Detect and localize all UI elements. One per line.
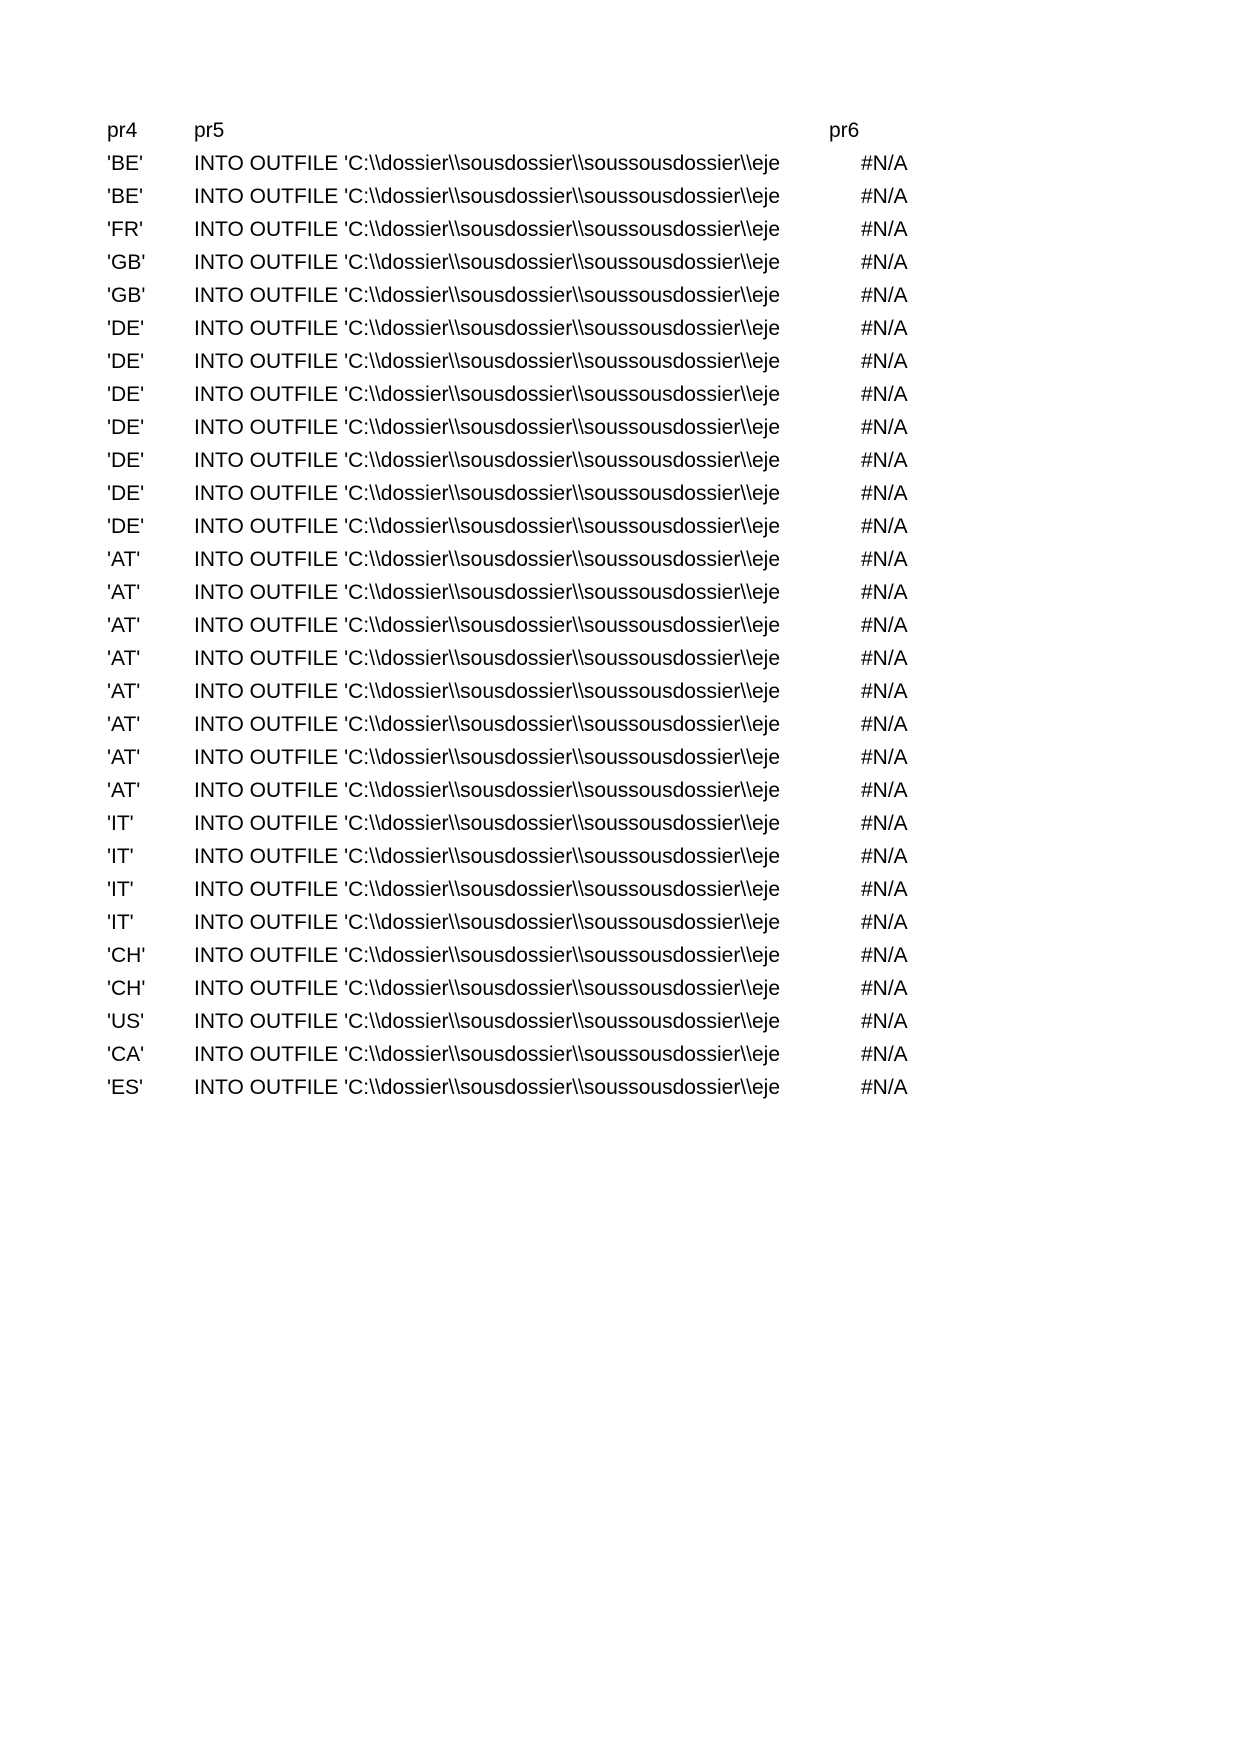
- cell-pr4: 'AT': [107, 779, 141, 802]
- table-row: [107, 510, 967, 543]
- cell-pr4: 'IT': [107, 911, 134, 934]
- cell-pr6: #N/A: [861, 383, 908, 406]
- cell-pr6: #N/A: [861, 350, 908, 373]
- cell-pr5: INTO OUTFILE 'C:\\dossier\\sousdossier\\soussousdossier\\eje: [194, 152, 781, 175]
- cell-pr5: INTO OUTFILE 'C:\\dossier\\sousdossier\\soussousdossier\\eje: [194, 779, 781, 802]
- cell-pr5: INTO OUTFILE 'C:\\dossier\\sousdossier\\soussousdossier\\eje: [194, 416, 781, 439]
- cell-pr5: INTO OUTFILE 'C:\\dossier\\sousdossier\\soussousdossier\\eje: [194, 911, 781, 934]
- cell-pr5: INTO OUTFILE 'C:\\dossier\\sousdossier\\soussousdossier\\eje: [194, 1076, 781, 1099]
- cell-pr4: 'CA': [107, 1043, 145, 1066]
- table-row: [107, 1071, 967, 1104]
- cell-pr6: #N/A: [861, 449, 908, 472]
- cell-pr6: #N/A: [861, 944, 908, 967]
- cell-pr4: 'DE': [107, 317, 145, 340]
- table-row: [107, 444, 967, 477]
- cell-pr4: 'AT': [107, 614, 141, 637]
- cell-pr4: 'GB': [107, 251, 146, 274]
- cell-pr6: #N/A: [861, 977, 908, 1000]
- table-row: [107, 1005, 967, 1038]
- table-row: [107, 147, 967, 180]
- table-row: [107, 774, 967, 807]
- table-row: [107, 741, 967, 774]
- table-row: [107, 279, 967, 312]
- cell-pr6: #N/A: [861, 317, 908, 340]
- cell-pr5: INTO OUTFILE 'C:\\dossier\\sousdossier\\soussousdossier\\eje: [194, 614, 781, 637]
- cell-pr5: INTO OUTFILE 'C:\\dossier\\sousdossier\\soussousdossier\\eje: [194, 482, 781, 505]
- table-row: [107, 477, 967, 510]
- cell-pr5: INTO OUTFILE 'C:\\dossier\\sousdossier\\soussousdossier\\eje: [194, 383, 781, 406]
- cell-pr4: 'IT': [107, 878, 134, 901]
- table-row: [107, 246, 967, 279]
- cell-pr6: #N/A: [861, 680, 908, 703]
- cell-pr4: 'AT': [107, 746, 141, 769]
- cell-pr4: 'GB': [107, 284, 146, 307]
- cell-pr5: INTO OUTFILE 'C:\\dossier\\sousdossier\\soussousdossier\\eje: [194, 449, 781, 472]
- cell-pr6: #N/A: [861, 1043, 908, 1066]
- cell-pr4: 'ES': [107, 1076, 144, 1099]
- cell-pr6: #N/A: [861, 581, 908, 604]
- cell-pr4: 'US': [107, 1010, 145, 1033]
- cell-pr4: 'IT': [107, 812, 134, 835]
- cell-pr6: #N/A: [861, 812, 908, 835]
- cell-pr5: INTO OUTFILE 'C:\\dossier\\sousdossier\\soussousdossier\\eje: [194, 284, 781, 307]
- table-row: [107, 213, 967, 246]
- table-row: [107, 708, 967, 741]
- cell-pr5: INTO OUTFILE 'C:\\dossier\\sousdossier\\soussousdossier\\eje: [194, 812, 781, 835]
- table-row: [107, 1038, 967, 1071]
- spreadsheet-page: [107, 114, 967, 1104]
- cell-pr6: #N/A: [861, 911, 908, 934]
- cell-pr6: #N/A: [861, 614, 908, 637]
- table-row: [107, 312, 967, 345]
- header-pr5: pr5: [194, 119, 225, 142]
- table-row: [107, 840, 967, 873]
- cell-pr4: 'CH': [107, 977, 146, 1000]
- table-row: [107, 576, 967, 609]
- header-pr6: pr6: [829, 119, 860, 142]
- table-row: [107, 180, 967, 213]
- cell-pr5: INTO OUTFILE 'C:\\dossier\\sousdossier\\soussousdossier\\eje: [194, 746, 781, 769]
- cell-pr5: INTO OUTFILE 'C:\\dossier\\sousdossier\\soussousdossier\\eje: [194, 515, 781, 538]
- cell-pr4: 'FR': [107, 218, 144, 241]
- cell-pr4: 'AT': [107, 581, 141, 604]
- cell-pr4: 'DE': [107, 350, 145, 373]
- cell-pr6: #N/A: [861, 152, 908, 175]
- cell-pr6: #N/A: [861, 713, 908, 736]
- cell-pr5: INTO OUTFILE 'C:\\dossier\\sousdossier\\soussousdossier\\eje: [194, 977, 781, 1000]
- cell-pr4: 'AT': [107, 713, 141, 736]
- cell-pr5: INTO OUTFILE 'C:\\dossier\\sousdossier\\soussousdossier\\eje: [194, 581, 781, 604]
- cell-pr6: #N/A: [861, 878, 908, 901]
- cell-pr4: 'BE': [107, 152, 144, 175]
- data-rows: [107, 147, 967, 1104]
- table-row: [107, 807, 967, 840]
- cell-pr4: 'DE': [107, 482, 145, 505]
- cell-pr5: INTO OUTFILE 'C:\\dossier\\sousdossier\\soussousdossier\\eje: [194, 218, 781, 241]
- cell-pr5: INTO OUTFILE 'C:\\dossier\\sousdossier\\soussousdossier\\eje: [194, 1043, 781, 1066]
- cell-pr5: INTO OUTFILE 'C:\\dossier\\sousdossier\\soussousdossier\\eje: [194, 845, 781, 868]
- cell-pr6: #N/A: [861, 185, 908, 208]
- cell-pr6: #N/A: [861, 1076, 908, 1099]
- cell-pr6: #N/A: [861, 482, 908, 505]
- cell-pr5: INTO OUTFILE 'C:\\dossier\\sousdossier\\soussousdossier\\eje: [194, 1010, 781, 1033]
- table-row: [107, 609, 967, 642]
- table-row: [107, 972, 967, 1005]
- cell-pr4: 'AT': [107, 548, 141, 571]
- cell-pr5: INTO OUTFILE 'C:\\dossier\\sousdossier\\soussousdossier\\eje: [194, 548, 781, 571]
- cell-pr6: #N/A: [861, 1010, 908, 1033]
- cell-pr5: INTO OUTFILE 'C:\\dossier\\sousdossier\\soussousdossier\\eje: [194, 878, 781, 901]
- cell-pr6: #N/A: [861, 548, 908, 571]
- cell-pr6: #N/A: [861, 845, 908, 868]
- header-pr4: pr4: [107, 119, 138, 142]
- table-row: [107, 873, 967, 906]
- cell-pr4: 'CH': [107, 944, 146, 967]
- header-row: [107, 114, 967, 147]
- cell-pr5: INTO OUTFILE 'C:\\dossier\\sousdossier\\soussousdossier\\eje: [194, 185, 781, 208]
- cell-pr6: #N/A: [861, 647, 908, 670]
- cell-pr5: INTO OUTFILE 'C:\\dossier\\sousdossier\\soussousdossier\\eje: [194, 317, 781, 340]
- table-row: [107, 345, 967, 378]
- cell-pr4: 'DE': [107, 515, 145, 538]
- cell-pr6: #N/A: [861, 284, 908, 307]
- table-row: [107, 939, 967, 972]
- table-row: [107, 543, 967, 576]
- cell-pr5: INTO OUTFILE 'C:\\dossier\\sousdossier\\soussousdossier\\eje: [194, 251, 781, 274]
- table-row: [107, 642, 967, 675]
- cell-pr4: 'IT': [107, 845, 134, 868]
- cell-pr5: INTO OUTFILE 'C:\\dossier\\sousdossier\\soussousdossier\\eje: [194, 944, 781, 967]
- cell-pr6: #N/A: [861, 515, 908, 538]
- cell-pr6: #N/A: [861, 251, 908, 274]
- cell-pr4: 'DE': [107, 449, 145, 472]
- table-row: [107, 906, 967, 939]
- cell-pr6: #N/A: [861, 746, 908, 769]
- cell-pr4: 'AT': [107, 647, 141, 670]
- cell-pr6: #N/A: [861, 779, 908, 802]
- table-row: [107, 411, 967, 444]
- cell-pr5: INTO OUTFILE 'C:\\dossier\\sousdossier\\soussousdossier\\eje: [194, 713, 781, 736]
- cell-pr4: 'AT': [107, 680, 141, 703]
- cell-pr5: INTO OUTFILE 'C:\\dossier\\sousdossier\\soussousdossier\\eje: [194, 680, 781, 703]
- table-row: [107, 675, 967, 708]
- cell-pr6: #N/A: [861, 416, 908, 439]
- table-row: [107, 378, 967, 411]
- cell-pr5: INTO OUTFILE 'C:\\dossier\\sousdossier\\soussousdossier\\eje: [194, 350, 781, 373]
- cell-pr6: #N/A: [861, 218, 908, 241]
- cell-pr5: INTO OUTFILE 'C:\\dossier\\sousdossier\\soussousdossier\\eje: [194, 647, 781, 670]
- cell-pr4: 'DE': [107, 416, 145, 439]
- cell-pr4: 'BE': [107, 185, 144, 208]
- cell-pr4: 'DE': [107, 383, 145, 406]
